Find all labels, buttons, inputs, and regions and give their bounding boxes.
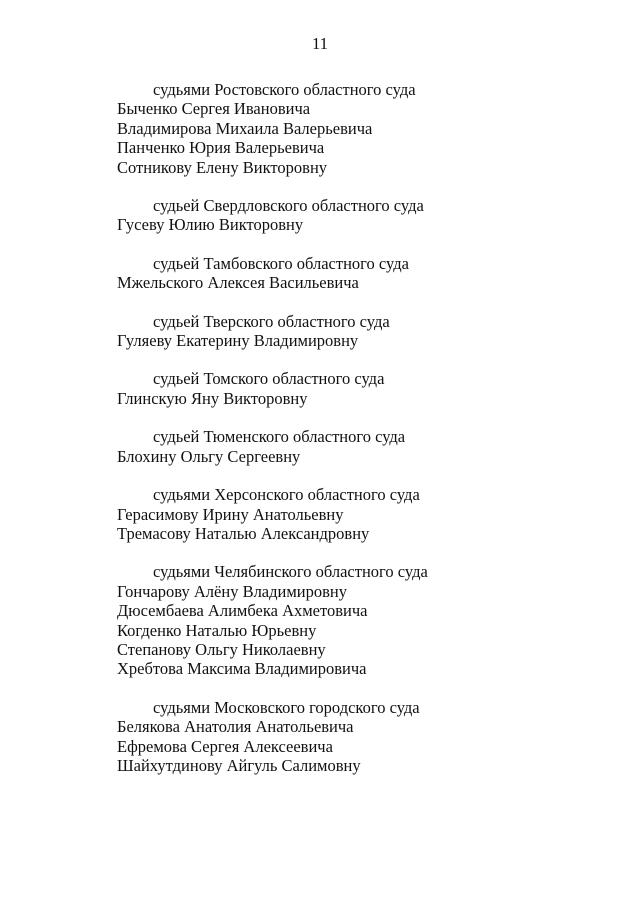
judge-name: Когденко Наталью Юрьевну bbox=[117, 620, 317, 640]
judge-name: Белякова Анатолия Анатольевича bbox=[117, 717, 354, 737]
court-block-sverdlovsk bbox=[117, 196, 557, 235]
judge-name: Сотникову Елену Викторовну bbox=[117, 157, 328, 177]
judge-name: Дюсембаева Алимбека Ахметовича bbox=[117, 601, 368, 621]
judge-name: Шайхутдинову Айгуль Салимовну bbox=[117, 755, 361, 775]
judge-name: Герасимову Ирину Анатольевну bbox=[117, 504, 344, 524]
court-heading: судьей Тверского областного суда bbox=[153, 311, 390, 331]
judge-name: Блохину Ольгу Сергеевну bbox=[117, 446, 301, 466]
court-block-rostov bbox=[117, 80, 557, 177]
judge-name: Мжельского Алексея Васильевича bbox=[117, 273, 359, 293]
judge-name: Гусеву Юлию Викторовну bbox=[117, 215, 304, 235]
page-number: 11 bbox=[311, 34, 329, 53]
judge-name: Глинскую Яну Викторовну bbox=[117, 388, 308, 408]
court-heading: судьями Московского городского суда bbox=[153, 697, 420, 717]
court-heading: судьей Томского областного суда bbox=[153, 369, 385, 389]
judge-name: Гончарову Алёну Владимировну bbox=[117, 581, 348, 601]
court-heading: судьей Тюменского областного суда bbox=[153, 427, 406, 447]
judge-name: Тремасову Наталью Александровну bbox=[117, 523, 370, 543]
judge-name: Владимирова Михаила Валерьевича bbox=[117, 118, 373, 138]
appointments-list bbox=[117, 80, 557, 794]
judge-name: Ефремова Сергея Алексеевича bbox=[117, 736, 333, 756]
court-block-moscow-city bbox=[117, 698, 557, 776]
court-heading: судьей Свердловского областного суда bbox=[153, 196, 424, 216]
court-heading: судьями Челябинского областного суда bbox=[153, 562, 428, 582]
judge-name: Быченко Сергея Ивановича bbox=[117, 99, 311, 119]
court-block-chelyabinsk bbox=[117, 562, 557, 678]
court-block-tyumen bbox=[117, 427, 557, 466]
court-heading: судьей Тамбовского областного суда bbox=[153, 253, 409, 273]
court-block-tambov bbox=[117, 254, 557, 293]
court-heading: судьями Ростовского областного суда bbox=[153, 80, 416, 99]
judge-name: Панченко Юрия Валерьевича bbox=[117, 138, 325, 158]
judge-name: Хребтова Максима Владимировича bbox=[117, 659, 367, 679]
court-heading: судьями Херсонского областного суда bbox=[153, 485, 420, 505]
court-block-tver bbox=[117, 312, 557, 351]
judge-name: Гуляеву Екатерину Владимировну bbox=[117, 331, 359, 351]
judge-name: Степанову Ольгу Николаевну bbox=[117, 639, 326, 659]
court-block-kherson bbox=[117, 485, 557, 543]
court-block-tomsk bbox=[117, 369, 557, 408]
